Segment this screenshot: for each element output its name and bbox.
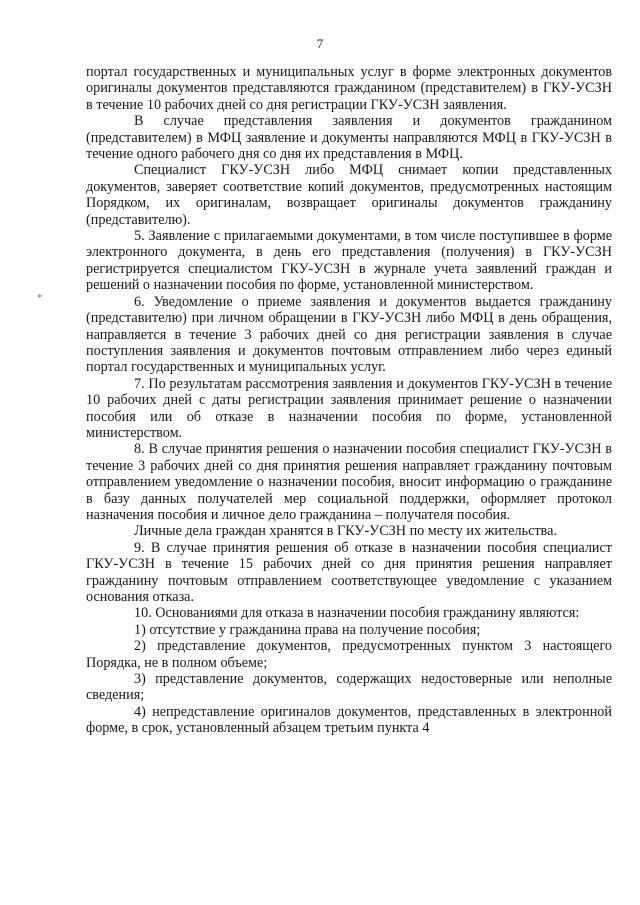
paragraph-10: 10. Основаниями для отказа в назначении пособия гражданину являются: xyxy=(134,605,580,622)
list-item-1: 1) отсутствие у гражданина права на получение пособия; xyxy=(134,621,481,638)
paragraph-personal-files: Личные дела граждан хранятся в ГКУ-УСЗН по месту их жительства. xyxy=(134,523,557,540)
page-number: 7 xyxy=(316,36,324,51)
list-item-3: 3) представление документов, содержащих недостоверные или неполные сведения; xyxy=(86,671,612,704)
paragraph-9: 9. В случае принятия решения об отказе в назначении пособия специалист ГКУ-УСЗН в течение 15 рабочих дней со дня принятия решения направляет гражданину почтовым отправлением соответствующее уведомление с указанием основания отказа. xyxy=(86,539,612,605)
paragraph-5: 5. Заявление с прилагаемыми документами, в том числе поступившее в форме электронного документа, в день его представления (получения) в ГКУ-УСЗН регистрируется специалистом ГКУ-УСЗН в журнале учета заявлений граждан и решений о назначении пособия по форме, установленной министерством. xyxy=(86,228,612,294)
paragraph-6: 6. Уведомление о приеме заявления и документов выдается гражданину (представителю) при личном обращении в ГКУ-УСЗН либо МФЦ в день обращения, направляется в течение 3 рабочих дней со дня регистрации заявления в случае поступления заявления и документов почтовым отправлением либо через единый портал государственных и муниципальных услуг. xyxy=(86,293,612,376)
document-body xyxy=(86,64,612,737)
paragraph-7: 7. По результатам рассмотрения заявления и документов ГКУ-УСЗН в течение 10 рабочих дней с даты регистрации заявления принимает решение о назначении пособия или об отказе в назначении пособия по форме, установленной министерством. xyxy=(86,375,612,441)
paragraph-mfc-submission: В случае представления заявления и документов гражданином (представителем) в МФЦ заявление и документы направляются МФЦ в ГКУ-УСЗН в течение одного рабочего дня со дня их представления в МФЦ. xyxy=(86,113,612,163)
paragraph-continuation: портал государственных и муниципальных услуг в форме электронных документов оригиналы документов представляются гражданином (представителем) в ГКУ-УСЗН в течение 10 рабочих дней со дня регистрации ГКУ-УСЗН заявления. xyxy=(86,64,612,113)
paragraph-8: 8. В случае принятия решения о назначении пособия специалист ГКУ-УСЗН в течение 3 рабочих дней со дня принятия решения направляет гражданину почтовым отправлением уведомление о назначении пособия, вносит информацию о гражданине в базу данных получателей мер социальной поддержки, оформляет протокол назначения пособия и личное дело гражданина – получателя пособия. xyxy=(86,441,612,523)
paragraph-copies: Специалист ГКУ-УСЗН либо МФЦ снимает копии представленных документов, заверяет соответствие копий документов, предусмотренных настоящим Порядком, их оригиналам, возвращает оригиналы документов гражданину (представителю). xyxy=(86,162,612,228)
scan-mark: * xyxy=(37,292,43,304)
list-item-4: 4) непредставление оригиналов документов, представленных в электронной форме, в срок, установленный абзацем третьим пункта 4 xyxy=(86,703,612,737)
list-item-2: 2) представление документов, предусмотренных пунктом 3 настоящего Порядка, не в полном объеме; xyxy=(86,638,612,671)
